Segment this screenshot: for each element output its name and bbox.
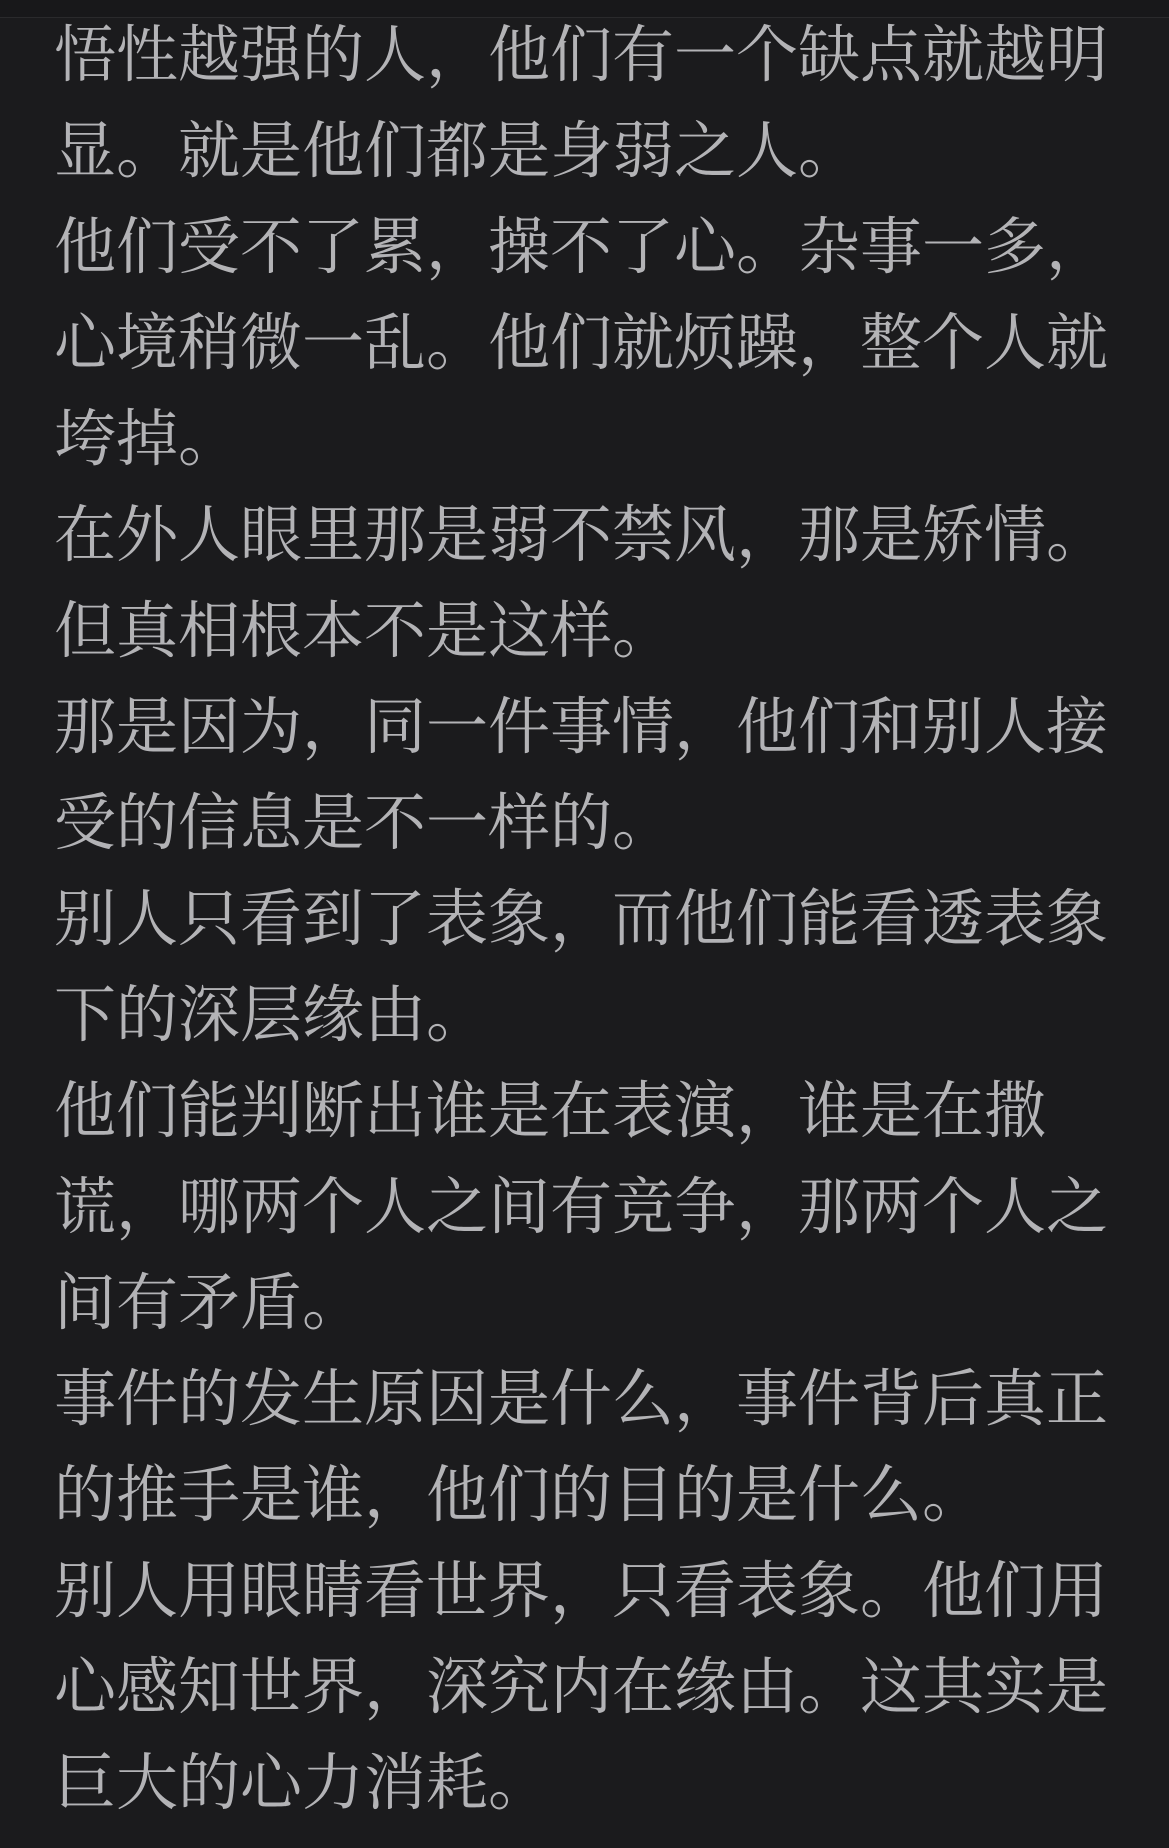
text-line: 心境稍微一乱。他们就烦躁，整个人就: [54, 309, 1109, 378]
text-line: 显。就是他们都是身弱之人。: [54, 117, 861, 186]
text-line: 别人用眼睛看世界，只看表象。他们用: [54, 1557, 1109, 1626]
text-line: 他们能判断出谁是在表演，谁是在撒: [54, 1077, 1047, 1146]
text-line: 的推手是谁，他们的目的是什么。: [54, 1461, 985, 1530]
text-line: 他们受不了累，操不了心。杂事一多，: [54, 213, 1109, 282]
text-line: 那是因为，同一件事情，他们和别人接: [54, 693, 1109, 762]
text-line: 悟性越强的人，他们有一个缺点就越明: [54, 21, 1109, 90]
text-line: 谎，哪两个人之间有竞争，那两个人之: [54, 1173, 1109, 1242]
text-line: 别人只看到了表象，而他们能看透表象: [54, 885, 1109, 954]
text-line: 巨大的心力消耗。: [54, 1749, 551, 1818]
article-text: [0, 8, 1169, 1832]
text-line: 垮掉。: [54, 405, 241, 474]
text-line: 间有矛盾。: [54, 1269, 365, 1338]
text-line: 事件的发生原因是什么，事件背后真正: [54, 1365, 1109, 1434]
text-line: 但真相根本不是这样。: [54, 597, 675, 666]
text-line: 下的深层缘由。: [54, 981, 489, 1050]
text-line: 在外人眼里那是弱不禁风，那是矫情。: [54, 501, 1109, 570]
text-line: 心感知世界，深究内在缘由。这其实是: [54, 1653, 1109, 1722]
text-line: 受的信息是不一样的。: [54, 789, 675, 858]
